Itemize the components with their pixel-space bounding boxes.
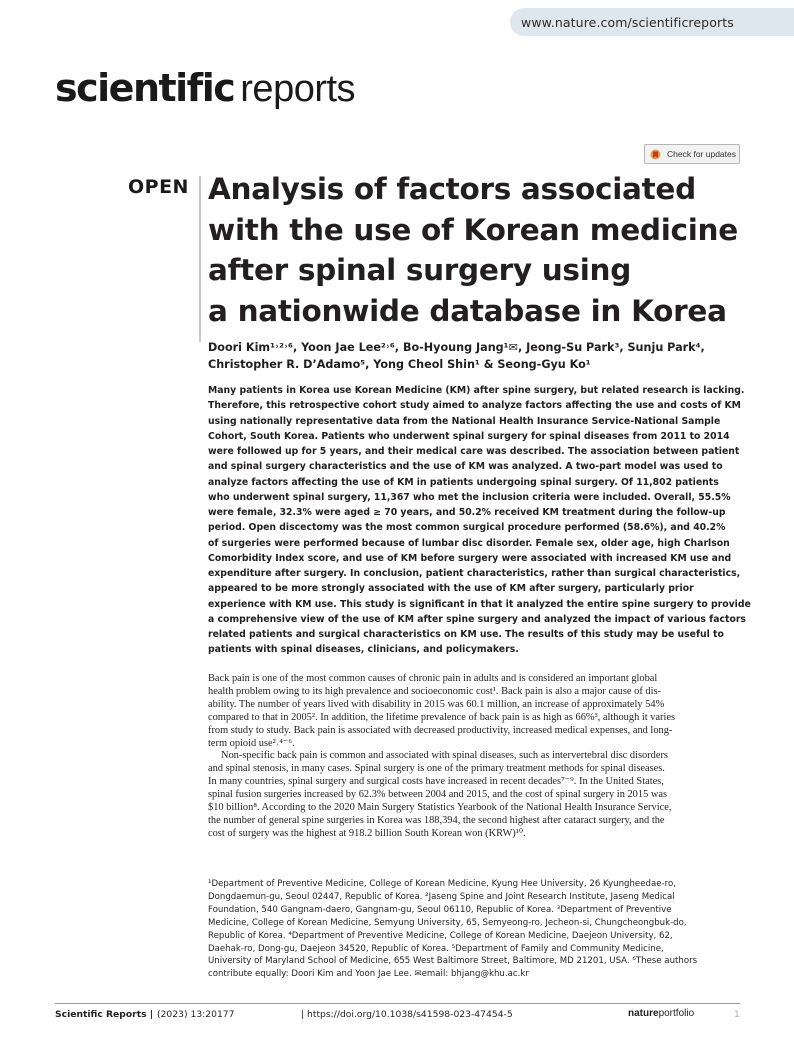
title-line: with the use of Korean medicine xyxy=(208,212,738,247)
body-line: compared to that in 2005². In addition, the lifetime prevalence of back pain is as high as 66%³, although it varies xyxy=(208,711,676,723)
logo-bold-text: scientific xyxy=(55,66,235,110)
title-divider xyxy=(199,176,201,342)
brand-bold-text: nature xyxy=(628,1008,659,1019)
body-line: $10 billion⁸. According to the 2020 Main Surgery Statistics Yearbook of the National Health Insurance Service, xyxy=(208,802,672,814)
footer-doi-link[interactable]: | https://doi.org/10.1038/s41598-023-47454-5 xyxy=(301,1009,513,1020)
title-line: Analysis of factors associated xyxy=(208,172,696,206)
affiliation-line: Dongdaemun-gu, Seoul 02447, Republic of Korea. ²Jaseng Spine and Joint Research Institute, Jaseng Medical xyxy=(208,891,675,902)
journal-logo[interactable] xyxy=(55,66,355,111)
abstract-line: patients with spinal diseases, clinicians, and policymakers. xyxy=(208,644,519,656)
affiliations xyxy=(208,878,742,981)
abstract-line: expenditure after surgery. In conclusion, patient characteristics, rather than surgical characteristics, xyxy=(208,568,741,579)
body-line: Back pain is one of the most common causes of chronic pain in adults and is considered an important global xyxy=(208,673,658,684)
nature-portfolio-logo xyxy=(628,1008,694,1019)
affiliation-line: contribute equally: Doori Kim and Yoon Jae Lee. ✉email: bhjang@khu.ac.kr xyxy=(208,969,529,980)
affiliation-line: Foundation, 540 Gangnam-daero, Gangnam-gu, Seoul 06110, Republic of Korea. ³Department of Preventive xyxy=(208,904,672,915)
abstract-line: were followed up for 5 years, and their medical care was described. The association between patient xyxy=(208,446,740,457)
abstract-line: Cohort, South Korea. Patients who underwent spinal surgery for spinal diseases from 2011 to 2014 xyxy=(208,430,730,442)
body-line: spinal fusion surgeries increased by 62.3% between 2004 and 2015, and the cost of spinal surgery in 2015 was xyxy=(208,789,668,801)
body-line: Non-specific back pain is common and associated with spinal diseases, such as intervertebral disc disorders xyxy=(208,750,668,762)
affiliation-line: Republic of Korea. ⁴Department of Preventive Medicine, College of Korean Medicine, Daejeon University, 62, xyxy=(208,930,673,941)
abstract-line: and spinal surgery characteristics and the use of KM was analyzed. A two-part model was used to xyxy=(208,461,723,473)
abstract-line: period. Open discectomy was the most common surgical procedure performed (58.6%), and 40.2% xyxy=(208,522,726,534)
abstract-line: appeared to be more strongly associated with the use of KM after surgery, particularly prior xyxy=(208,583,694,595)
author-line: Doori Kim¹˒²˒⁶, Yoon Jae Lee²˒⁶, Bo-Hyoung Jang¹✉, Jeong-Su Park³, Sunju Park⁴, xyxy=(208,341,705,354)
abstract-line: Therefore, this retrospective cohort study aimed to analyze factors affecting the use and costs of KM xyxy=(208,400,741,412)
check-for-updates-button[interactable] xyxy=(644,144,740,164)
author-line: Christopher R. D’Adamo⁵, Yong Cheol Shin¹ & Seong-Gyu Ko¹ xyxy=(208,358,591,371)
footer-citation: (2023) 13:20177 xyxy=(157,1009,235,1020)
title-line: after spinal surgery using xyxy=(208,253,632,287)
affiliation-line: University of Maryland School of Medicine, 655 West Baltimore Street, Baltimore, MD 21201, USA. ⁶These authors xyxy=(208,956,698,967)
abstract-line: Many patients in Korea use Korean Medicine (KM) after spine surgery, but related research is lacking. xyxy=(208,385,745,396)
abstract xyxy=(208,383,751,658)
footer-journal-name: Scientific Reports | xyxy=(55,1009,154,1020)
page-number: 1 xyxy=(734,1009,740,1020)
journal-url-link[interactable]: www.nature.com/scientificreports xyxy=(521,15,734,30)
abstract-line: who underwent spinal surgery, 11,367 who met the inclusion criteria were included. Overall, 55.5% xyxy=(208,491,731,503)
abstract-line: of surgeries were performed because of lumbar disc disorder. Female sex, older age, high Charlson xyxy=(208,537,730,549)
abstract-line: were female, 32.3% were aged ≥ 70 years, and 50.2% received KM treatment during the follow-up xyxy=(208,507,726,518)
body-line: and spinal stenosis, in many cases. Spinal surgery is one of the primary treatment methods for spinal diseases. xyxy=(208,763,665,775)
abstract-line: analyze factors affecting the use of KM in patients undergoing spinal surgery. Of 11,802 patients xyxy=(208,476,719,488)
crossmark-icon xyxy=(650,149,661,160)
abstract-line: related patients and surgical characteristics on KM use. The results of this study may be useful to xyxy=(208,629,724,640)
updates-label: Check for updates xyxy=(667,149,736,159)
title-line: a nationwide database in Korea xyxy=(208,293,727,328)
body-line: health problem owing to its high prevalence and socioeconomic cost¹. Back pain is also a major cause of dis- xyxy=(208,685,661,697)
affiliation-line: ¹Department of Preventive Medicine, College of Korean Medicine, Kyung Hee University, 26 Kyungheedae-ro, xyxy=(208,879,676,889)
body-line: cost of surgery was the highest at 918.2 billion South Korean won (KRW)¹⁰. xyxy=(208,827,526,839)
body-line: from study to study. Back pain is associated with decreased productivity, increased medical expenses, and long- xyxy=(208,724,673,736)
logo-light-text: reports xyxy=(240,68,356,110)
affiliation-line: Medicine, College of Korean Medicine, Semyung University, 65, Semyeong-ro, Jecheon-si, Chungcheongbuk-do, xyxy=(208,917,687,928)
abstract-line: Comorbidity Index score, and use of KM before surgery were associated with increased KM use and xyxy=(208,552,732,564)
author-list xyxy=(208,339,748,373)
body-text xyxy=(208,673,742,841)
affiliation-line: Daehak-ro, Dong-gu, Daejeon 34520, Republic of Korea. ⁵Department of Family and Community Medicine, xyxy=(208,943,664,954)
brand-light-text: portfolio xyxy=(658,1008,695,1019)
body-line: In many countries, spinal surgery and surgical costs have increased in recent decades⁷⁻⁹. In the United States, xyxy=(208,776,664,788)
abstract-line: a comprehensive view of the use of KM after spine surgery and analyzed the impact of various factors xyxy=(208,613,746,625)
article-title xyxy=(208,169,768,331)
abstract-line: experience with KM use. This study is significant in that it analyzed the entire spine surgery to provide xyxy=(208,598,751,610)
body-line: term opioid use²˒⁴⁻⁶. xyxy=(208,737,295,749)
open-access-label: OPEN xyxy=(128,176,189,198)
body-line: the number of general spine surgeries in Korea was 188,394, the second highest after cataract surgery, and the xyxy=(208,814,665,826)
footer-divider xyxy=(55,1003,740,1004)
abstract-line: using nationally representative data from the National Health Insurance Service-National Sample xyxy=(208,415,721,427)
body-line: ability. The number of years lived with disability in 2015 was 60.1 million, an increase of approximately 54% xyxy=(208,698,665,710)
